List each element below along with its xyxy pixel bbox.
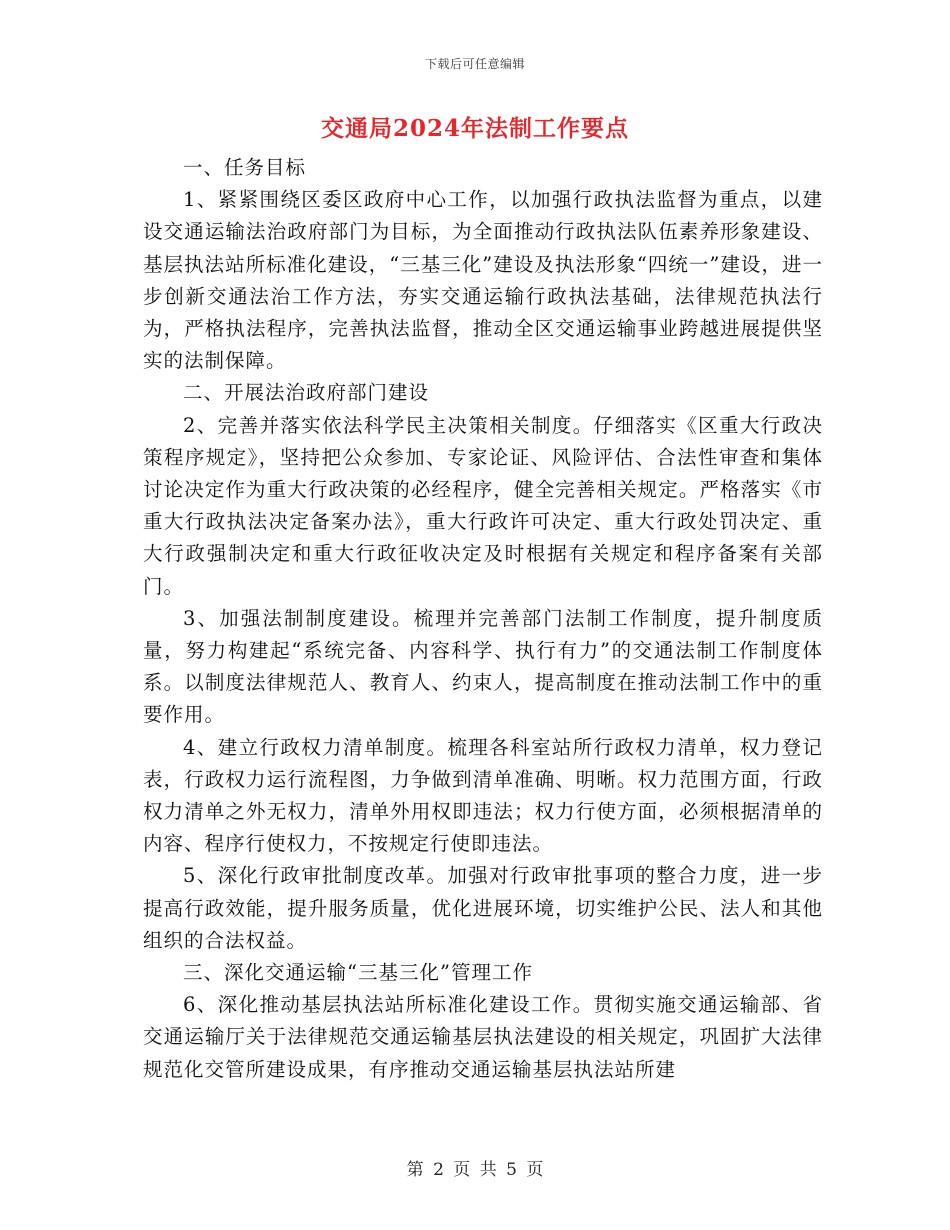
paragraph-item-3: 3、加强法制制度建设。梳理并完善部门法制工作制度，提升制度质量，努力构建起“系统完备、内容科学、执行有力”的交通法制工作制度体系。以制度法律规范人、教育人、约束人，提高制度在推动法制工作中的重要作用。 — [143, 606, 823, 727]
paragraph-item-5: 5、深化行政审批制度改革。加强对行政审批事项的整合力度，进一步提高行政效能，提升服务质量，优化进展环境，切实维护公民、法人和其他组织的合法权益。 — [143, 864, 823, 952]
header-note: 下载后可任意编辑 — [424, 57, 525, 71]
page-number-footer: 第 2 页 共 5 页 — [406, 1160, 544, 1180]
paragraph-item-4: 4、建立行政权力清单制度。梳理各科室站所行政权力清单，权力登记表，行政权力运行流程图，力争做到清单准确、明晰。权力范围方面，行政权力清单之外无权力，清单外用权即违法；权力行使方面，必须根据清单的内容、程序行使权力，不按规定行使即违法。 — [143, 735, 823, 856]
paragraph-item-1: 1、紧紧围绕区委区政府中心工作，以加强行政执法监督为重点，以建设交通运输法治政府部门为目标，为全面推动行政执法队伍素养形象建设、基层执法站所标准化建设，“三基三化”建设及执法形象“四统一”建设，进一步创新交通法治工作方法，夯实交通运输行政执法基础，法律规范执法行为，严格执法程序，完善执法监督，推动全区交通运输事业跨越进展提供坚实的法制保障。 — [143, 188, 823, 373]
section-heading-3: 三、深化交通运输“三基三化”管理工作 — [183, 961, 533, 985]
paragraph-item-6: 6、深化推动基层执法站所标准化建设工作。贯彻实施交通运输部、省交通运输厅关于法律规范交通运输基层执法建设的相关规定，巩固扩大法律规范化交管所建设成果，有序推动交通运输基层执法站所建 — [143, 993, 823, 1081]
document-title: 交通局2024年法制工作要点 — [320, 115, 629, 142]
section-heading-2: 二、开展法治政府部门建设 — [183, 381, 430, 405]
section-heading-1: 一、任务目标 — [183, 156, 307, 179]
document-body — [143, 152, 823, 1086]
paragraph-item-2: 2、完善并落实依法科学民主决策相关制度。仔细落实《区重大行政决策程序规定》，坚持把公众参加、专家论证、风险评估、合法性审查和集体讨论决定作为重大行政决策的必经程序，健全完善相关规定。严格落实《市重大行政执法决定备案办法》，重大行政许可决定、重大行政处罚决定、重大行政强制决定和重大行政征收决定及时根据有关规定和程序备案有关部门。 — [143, 413, 823, 598]
